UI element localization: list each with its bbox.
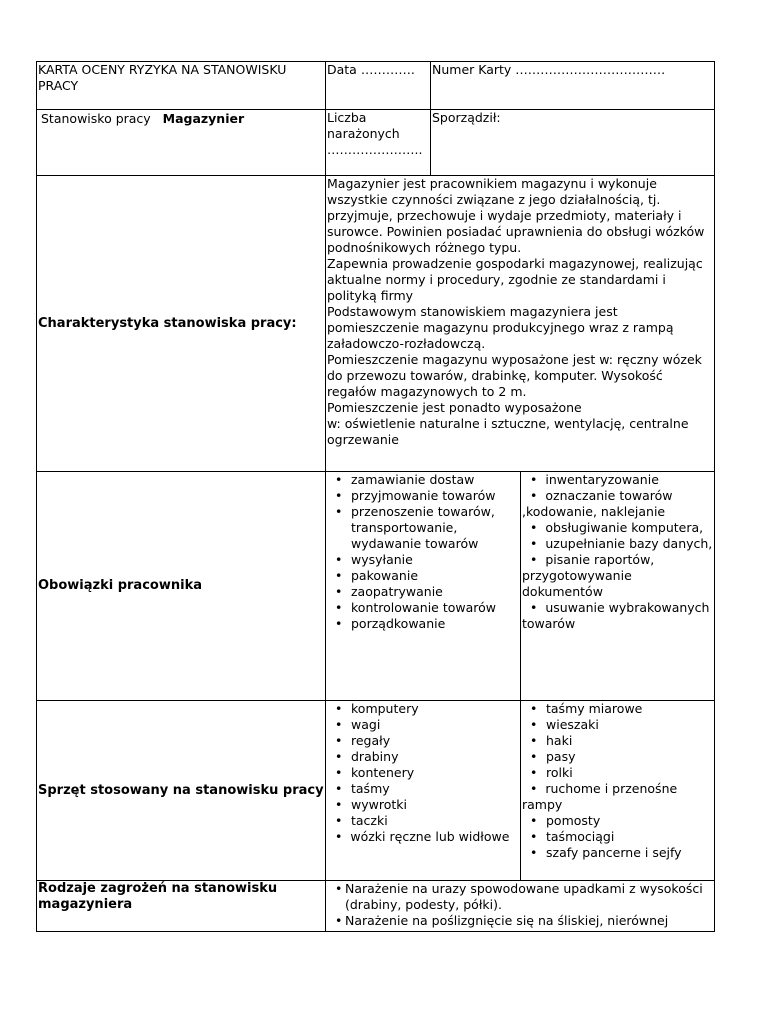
list-item: • zaopatrywanie <box>327 584 519 600</box>
list-item: • oznaczanie towarów ,kodowanie, naklejanie <box>522 488 713 520</box>
exposed-count: Liczba narażonych ………………….. <box>326 110 431 176</box>
list-item: • pasy <box>522 749 713 765</box>
list-item: • kontrolowanie towarów <box>327 600 519 616</box>
hazards-label: Rodzaje zagrożeń na stanowisku magazyniera <box>37 881 326 932</box>
list-item: • szafy pancerne i sejfy <box>522 845 713 861</box>
list-item: • pomosty <box>522 813 713 829</box>
list-item: • obsługiwanie komputera, <box>522 520 713 536</box>
date-field: Data …………. <box>326 62 431 110</box>
card-number-field: Numer Karty ……………………………… <box>431 62 715 110</box>
list-item: • pisanie raportów, przygotowywanie dokumentów <box>522 552 713 600</box>
risk-assessment-card <box>36 61 715 932</box>
position-label: Stanowisko pracy <box>41 111 151 126</box>
list-item: • rolki <box>522 765 713 781</box>
list-item: • uzupełnianie bazy danych, <box>522 536 713 552</box>
list-item: • wysyłanie <box>327 552 519 568</box>
equipment-right-list <box>521 701 715 881</box>
list-item: • taczki <box>327 813 519 829</box>
list-item: • drabiny <box>327 749 519 765</box>
equipment-left-list <box>326 701 521 881</box>
list-item: • przenoszenie towarów, transportowanie, wydawanie towarów <box>327 504 519 552</box>
list-item: • zamawianie dostaw <box>327 472 519 488</box>
list-item: • kontenery <box>327 765 519 781</box>
list-item: • wieszaki <box>522 717 713 733</box>
list-item: • taśmy miarowe <box>522 701 713 717</box>
list-item: • wagi <box>327 717 519 733</box>
list-item: • wywrotki <box>327 797 519 813</box>
list-item: • komputery <box>327 701 519 717</box>
list-item: • taśmociągi <box>522 829 713 845</box>
list-item: • porządkowanie <box>327 616 519 632</box>
list-item: • haki <box>522 733 713 749</box>
list-item: • pakowanie <box>327 568 519 584</box>
list-item: • ruchome i przenośne rampy <box>522 781 713 813</box>
list-item: • regały <box>327 733 519 749</box>
equipment-label: Sprzęt stosowany na stanowisku pracy <box>37 701 326 881</box>
list-item: • inwentaryzowanie <box>522 472 713 488</box>
hazards-list <box>326 881 715 932</box>
position-value: Magazynier <box>162 111 245 126</box>
prepared-by: Sporządził: <box>431 110 715 176</box>
list-item: • usuwanie wybrakowanych towarów <box>522 600 713 632</box>
list-item: • Narażenie na poślizgnięcie się na śliskiej, nierównej <box>327 913 713 929</box>
position-cell <box>37 110 326 176</box>
duties-right-list <box>521 472 715 701</box>
card-title: KARTA OCENY RYZYKA NA STANOWISKU PRACY <box>37 62 326 110</box>
list-item: • przyjmowanie towarów <box>327 488 519 504</box>
duties-left-list <box>326 472 521 701</box>
characteristics-label: Charakterystyka stanowiska pracy: <box>37 176 326 472</box>
list-item: • wózki ręczne lub widłowe <box>327 829 519 845</box>
list-item: • taśmy <box>327 781 519 797</box>
characteristics-text: Magazynier jest pracownikiem magazynu i wykonuje wszystkie czynności związane z jego działalnością, tj. przyjmuje, przechowuje i wydaje przedmioty, materiały i surowce. Powinien posiadać uprawnienia do obsługi wózków podnośnikowych różnego typu. Zapewnia prowadzenie gospodarki magazynowej, realizując aktualne normy i procedury, zgodnie ze standardami i polityką firmy Podstawowym stanowiskiem magazyniera jest pomieszczenie magazynu produkcyjnego wraz z rampą załadowczo-rozładowczą. Pomieszczenie magazynu wyposażone jest w: ręczny wózek do przewozu towarów, drabinkę, komputer. Wysokość regałów magazynowych to 2 m. Pomieszczenie jest ponadto wyposażone w: oświetlenie naturalne i sztuczne, wentylację, centralne ogrzewanie <box>326 176 715 472</box>
duties-label: Obowiązki pracownika <box>37 472 326 701</box>
list-item: • Narażenie na urazy spowodowane upadkami z wysokości (drabiny, podesty, półki). <box>327 881 713 913</box>
